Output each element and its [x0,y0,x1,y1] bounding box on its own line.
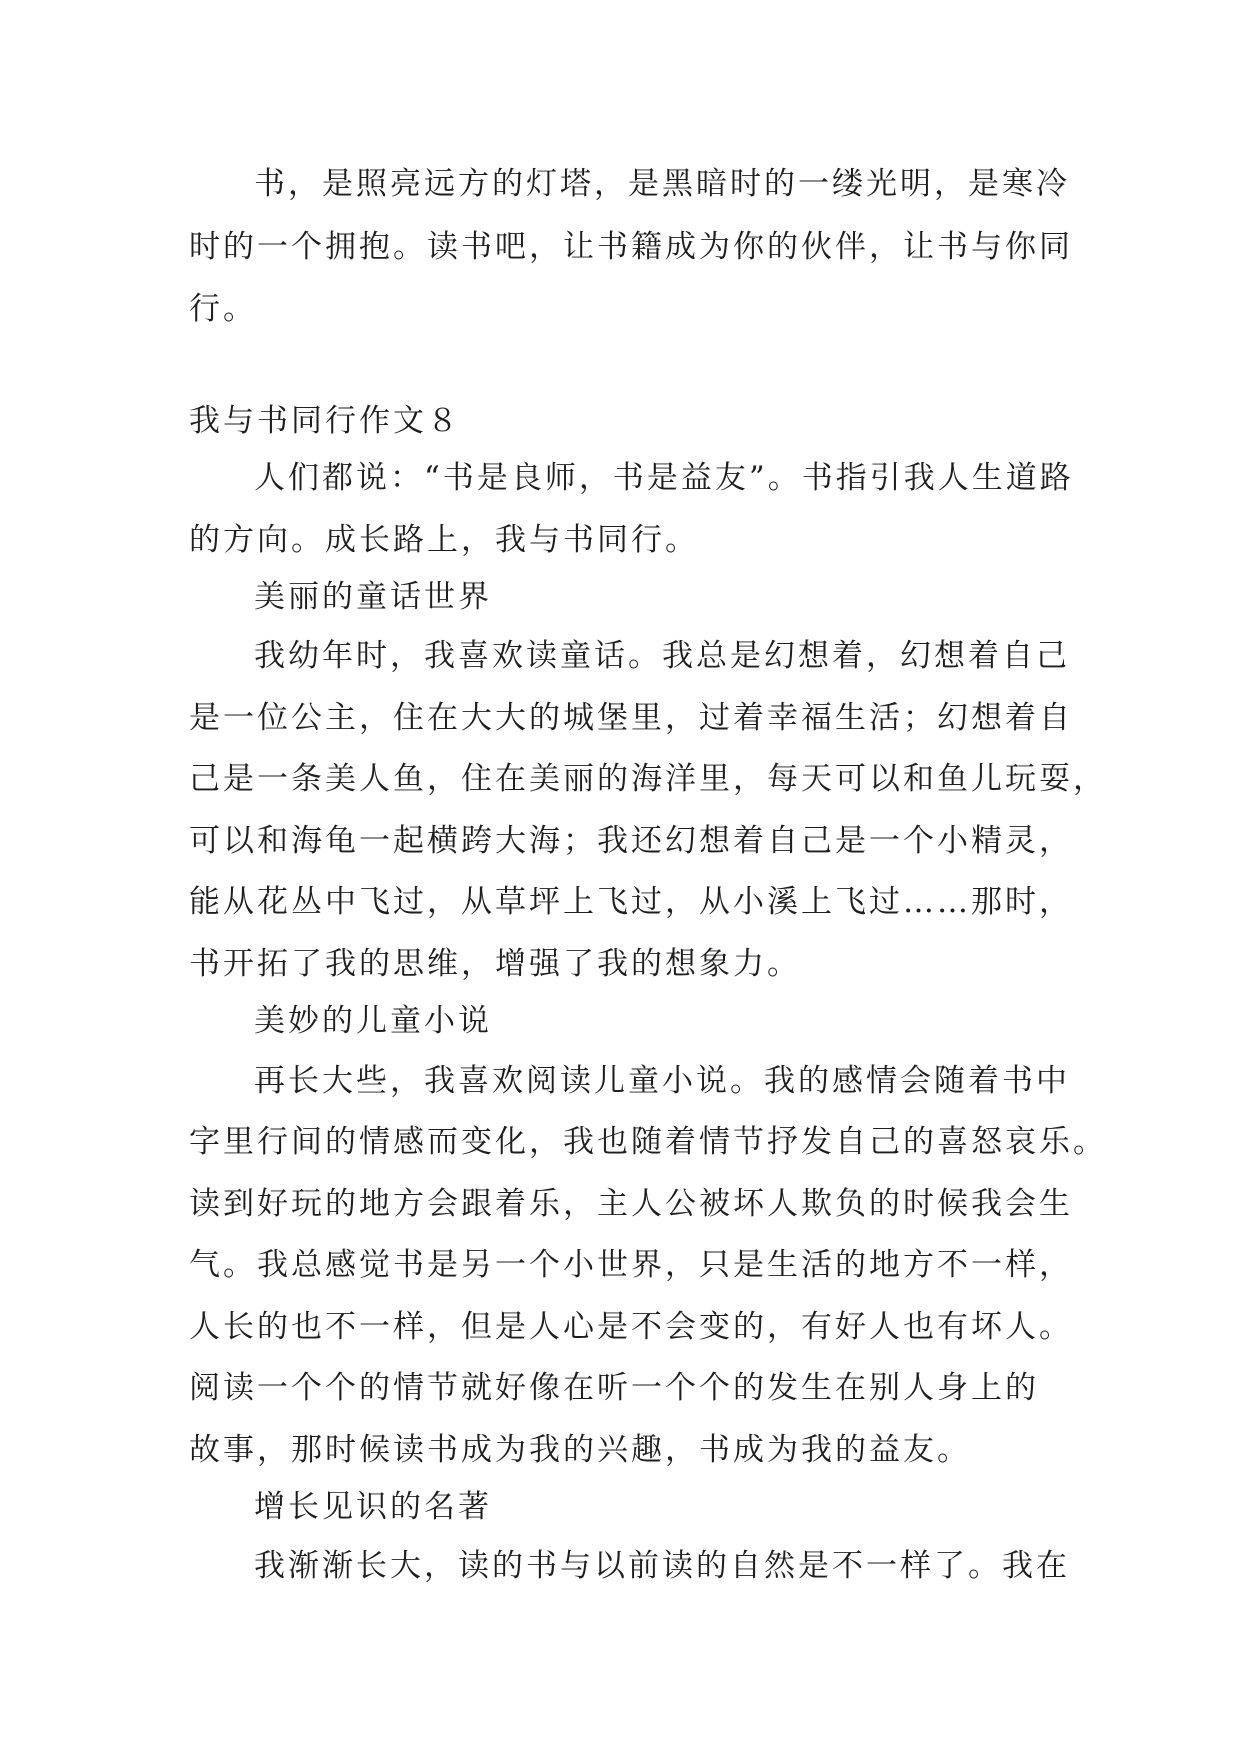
paragraph-line: 人长的也不一样，但是人心是不会变的，有好人也有坏人。 [189,1309,1073,1345]
paragraph-line: 气。我总感觉书是另一个小世界，只是生活的地方不一样， [189,1247,1073,1283]
paragraph-line: 时的一个拥抱。读书吧，让书籍成为你的伙伴，让书与你同 [189,229,1073,265]
paragraph-line: 书，是照亮远方的灯塔，是黑暗时的一缕光明，是寒冷 [254,166,1070,202]
section-heading: 美丽的童话世界 [254,579,492,615]
section-heading: 美妙的儿童小说 [254,1003,492,1039]
paragraph-line: 书开拓了我的思维，增强了我的想象力。 [189,946,801,982]
paragraph-line: 故事，那时候读书成为我的兴趣，书成为我的益友。 [189,1432,971,1468]
paragraph-line: 读到好玩的地方会跟着乐，主人公被坏人欺负的时候我会生 [189,1186,1073,1222]
section-heading: 增长见识的名著 [254,1489,492,1525]
paragraph-line: 字里行间的情感而变化，我也随着情节抒发自己的喜怒哀乐。 [189,1124,1107,1160]
essay-title: 我与书同行作文８ [189,403,461,439]
paragraph-line: 我渐渐长大，读的书与以前读的自然是不一样了。我在 [254,1548,1070,1584]
paragraph-line: 可以和海龟一起横跨大海；我还幻想着自己是一个小精灵， [189,823,1073,859]
paragraph-line: 人们都说：“书是良师，书是益友”。书指引我人生道路 [254,460,1074,496]
paragraph-line: 我幼年时，我喜欢读童话。我总是幻想着，幻想着自己 [254,638,1070,674]
paragraph-line: 的方向。成长路上，我与书同行。 [189,522,699,558]
paragraph-line: 己是一条美人鱼，住在美丽的海洋里，每天可以和鱼儿玩耍， [189,761,1107,797]
paragraph-line: 是一位公主，住在大大的城堡里，过着幸福生活；幻想着自 [189,700,1073,736]
paragraph-line: 阅读一个个的情节就好像在听一个个的发生在别人身上的 [189,1370,1039,1406]
paragraph-line: 再长大些，我喜欢阅读儿童小说。我的感情会随着书中 [254,1063,1070,1099]
paragraph-line: 能从花丛中飞过，从草坪上飞过，从小溪上飞过……那时， [189,884,1073,920]
paragraph-line: 行。 [189,291,257,327]
